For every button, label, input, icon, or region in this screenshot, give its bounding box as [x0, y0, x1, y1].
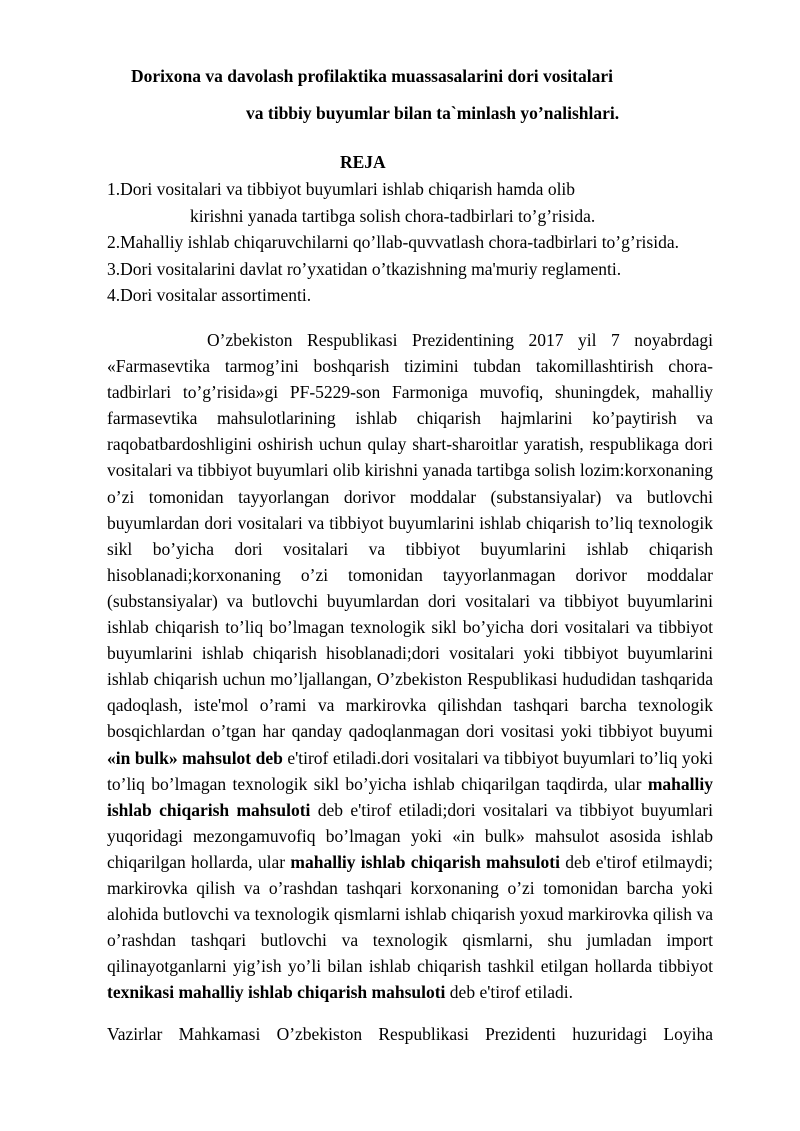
body-bold-local-product-2: mahalliy ishlab chiqarish mahsuloti — [290, 851, 560, 872]
plan-heading: REJA — [340, 152, 386, 172]
body-text-segment: deb e'tirof etiladi;dori vositalari va tibbiyot buyumlari yuqoridagi mezongamuvofiq bo’lmagan yoki «in bulk» mahsulot asosida ishlab chiqarilgan hollarda, ular — [107, 799, 714, 872]
body-paragraph-content — [107, 327, 713, 1005]
plan-item-3: 3.Dori vositalarini davlat ro’yxatidan o’tkazishning ma'muriy reglamenti. — [107, 258, 622, 279]
document-title-line-1: Dorixona va davolash profilaktika muassasalarini dori vositalari — [131, 66, 613, 86]
body-text-segment: e'tirof etiladi.dori vositalari va tibbiyot buyumlari to’liq yoki to’liq bo’lmagan texnologik sikl bo’yicha ishlab chiqarilgan taqdirda, ular — [107, 747, 713, 794]
body-bold-local-product: mahalliy ishlab chiqarish mahsuloti — [107, 773, 713, 820]
body-text-segment: deb e'tirof etilmaydi; markirovka qilish va o’rashdan tashqari korxonaning o’zi tomonidan barcha yoki alohida butlovchi va texnologik qismlarni ishlab chiqarish yoxud markirovka qilish va o’rashdan tashqari butlovchi va texnologik qismlarni, shu jumladan import qilinayotganlarni yig’ish yo’li bilan ishlab chiqarish tashkil etilgan hollarda tibbiyot — [107, 851, 713, 977]
body-text-segment: O’zbekiston Respublikasi Prezidentining 2017 yil 7 noyabrdagi «Farmasevtika tarmog’ini boshqarish tizimini tubdan takomillashtirish chora-tadbirlari to’g’risida»gi PF-5229-son Farmoniga muvofiq, shuningdek, mahalliy farmasevtika mahsulotlarining ishlab chiqarish hajmlarini ko’paytirish va raqobatbardoshligini oshirish uchun qulay shart-sharoitlar yaratish, respublikaga dori vositalari va tibbiyot buyumlari olib kirishni yanada tartibga solish lozim:korxonaning o’zi tomonidan tayyorlangan dorivor moddalar (substansiyalar) va butlovchi buyumlardan dori vositalari va tibbiyot buyumlarini ishlab chiqarish to’liq texnologik sikl bo’yicha dori vositalari va tibbiyot buyumlarini ishlab chiqarish hisoblanadi;korxonaning o’zi tomonidan tayyorlanmagan dorivor moddalar (substansiyalar) va butlovchi buyumlardan dori vositalari va tibbiyot buyumlarini ishlab chiqarish to’liq bo’lmagan texnologik sikl bo’yicha dori vositalari va tibbiyot buyumlarini ishlab chiqarish hisoblanadi;dori vositalari yoki tibbiyot buyumlarini ishlab chiqarish uchun mo’ljallangan, O’zbekiston Respublikasi hududidan tashqarida qadoqlash, iste'mol o’rami va markirovka qilishdan tashqari barcha texnologik bosqichlardan o’tgan har qanday qadoqlanmagan dori vositasi yoki tibbiyot buyumi — [107, 330, 713, 742]
plan-item-2: 2.Mahalliy ishlab chiqaruvchilarni qo’llab-quvvatlash chora-tadbirlari to’g’risida. — [107, 232, 679, 252]
body-paragraph — [107, 327, 713, 1005]
body-bold-in-bulk: «in bulk» mahsulot deb — [107, 747, 283, 768]
plan-item-1-line-1: 1.Dori vositalari va tibbiyot buyumlari ishlab chiqarish hamda olib — [107, 179, 576, 199]
plan-item-1 — [107, 176, 747, 229]
body-next-paragraph-start: Vazirlar Mahkamasi O’zbekiston Respublikasi Prezidenti huzuridagi Loyiha — [107, 1024, 713, 1044]
document-title-line-2: va tibbiy buyumlar bilan ta`minlash yo’nalishlari. — [246, 103, 620, 123]
plan-item-4: 4.Dori vositalar assortimenti. — [107, 285, 312, 305]
plan-item-1-line-2: kirishni yanada tartibga solish chora-tadbirlari to’g’risida. — [190, 205, 596, 226]
body-bold-tech-local-product: texnikasi mahalliy ishlab chiqarish mahsuloti — [107, 982, 446, 1003]
body-text-segment: deb e'tirof etiladi. — [445, 982, 573, 1003]
plan-list — [107, 176, 747, 309]
